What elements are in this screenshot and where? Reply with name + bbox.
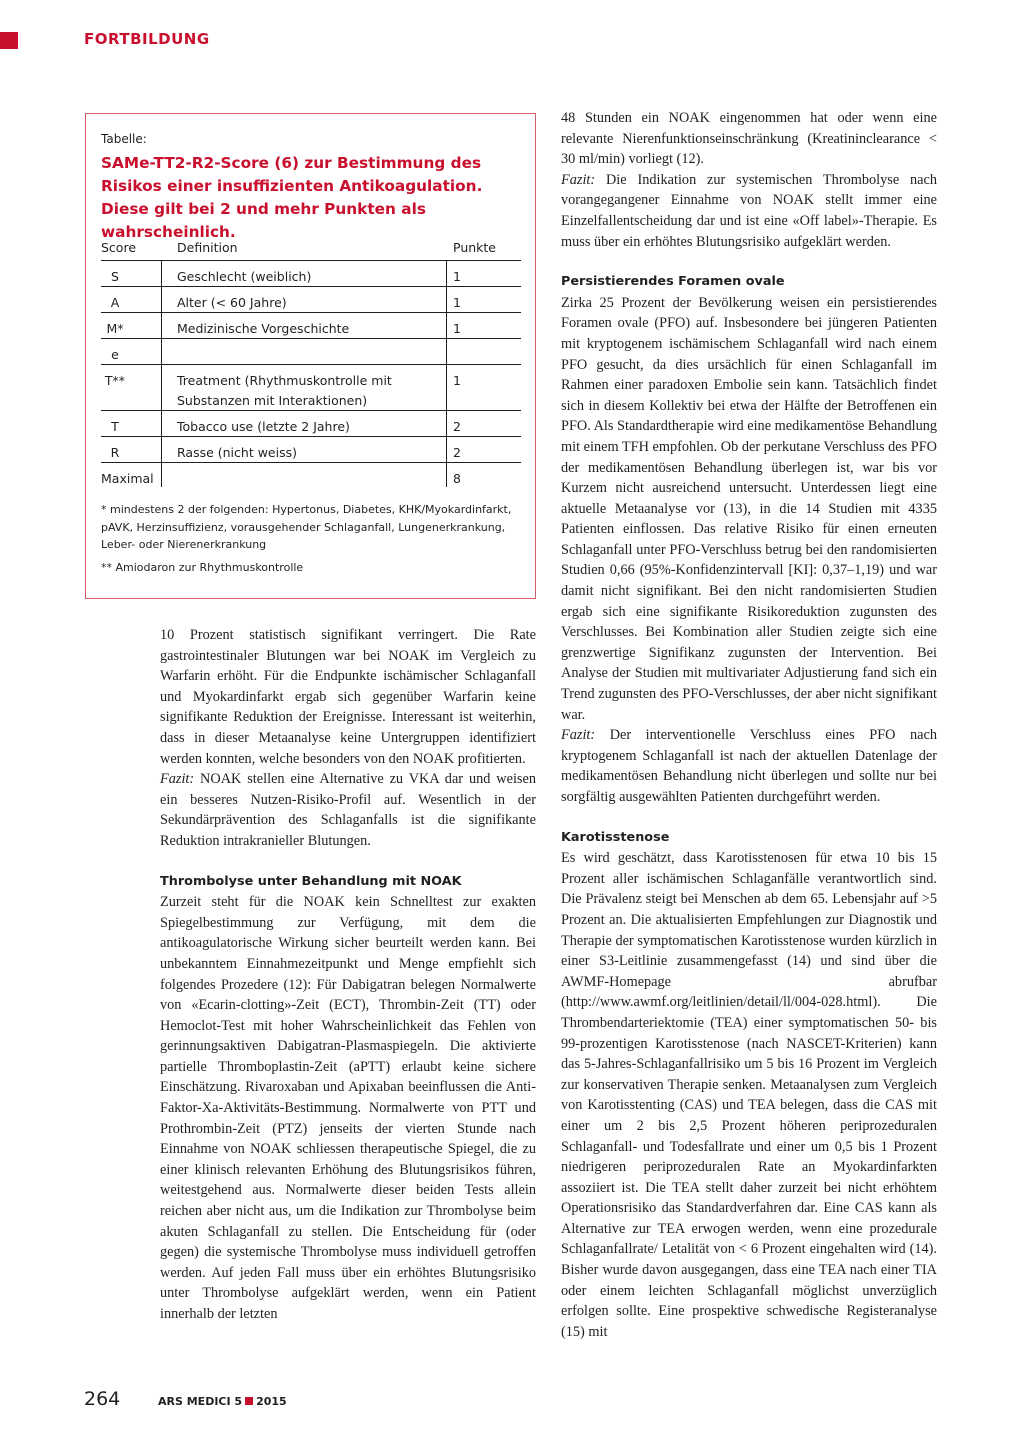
page-footer xyxy=(84,1388,287,1410)
text-column-left xyxy=(160,625,536,1325)
table-footnotes xyxy=(101,501,531,581)
table-row-total xyxy=(101,463,521,488)
score-cell: M* xyxy=(106,321,124,336)
score-cell: A xyxy=(110,295,120,310)
table-row xyxy=(101,437,521,463)
points-cell: 2 xyxy=(453,445,461,460)
table-row xyxy=(101,313,521,339)
paragraph xyxy=(561,170,937,252)
score-cell: R xyxy=(110,445,120,460)
col-header-score: Score xyxy=(101,240,137,255)
paragraph: 10 Prozent statistisch signifikant verringert. Die Rate gastrointestinaler Blutungen war bei NOAK im Vergleich zu Warfarin erhöht. Für die Endpunkte ischämischer Schlaganfall und Myokardinfarkt ergab sich gegenüber Warfarin keine signifikante Reduktion der Ereignisse. Interessant ist weiterhin, dass in dieser Metaanalyse keine Untergruppen identifiziert werden konnten, welche besonders von den NOAK profitierten. xyxy=(160,627,536,767)
table-row xyxy=(101,339,521,365)
fazit-label: Fazit: xyxy=(561,171,596,188)
table-header-row xyxy=(101,236,521,261)
paragraph: Es wird geschätzt, dass Karotisstenosen für etwa 10 bis 15 Prozent aller ischämischen Schlaganfälle verantwortlich sind. Die Prävalenz steigt bei Menschen ab dem 65. Lebensjahr auf >5 Prozent an. Die aktualisierten Empfehlungen zur Diagnostik und Therapie der symptomatischen Karotisstenose wurden kürzlich in einer S3-Leitlinie zusammengefasst (14) und sind über die AWMF-Homepage abrufbar (http://www.awmf.org/leitlinien/detail/ll/004-028.html). Die Thrombendarteriektomie (TEA) einer symptomatischen 50- bis 99-prozentigen Karotisstenose (nach NASCET-Kriterien) kann das 5-Jahres-Schlaganfallrisiko um 5 bis 16 Prozent im Vergleich zur konservativen Therapie senken. Metaanalysen zum Vergleich von Karotisstenting (CAS) und TEA belegen, dass die CAS mit einer um 2 bis 2,5 Prozent höheren periprozeduralen Schlaganfall- und Todesfallrate und einer um 0,5 bis 1 Prozent niedrigeren periprozeduralen Rate an Myokardinfarkten assoziiert ist. Die TEA stellt daher zurzeit bei nicht erhöhtem Operationsrisiko das Standardverfahren dar. Eine CAS kann als Alternative zur TEA erwogen werden, wenn eine prozedurale Schlaganfallrate/ Letalität von < 6 Prozent eingehalten wird (14). Bisher wurde davon ausgegangen, dass eine TEA nach einer TIA oder einem leichten Schlaganfall möglichst unverzüglich erfolgen sollte. Eine prospektive schwedische Registeranalyse (15) mit xyxy=(561,850,937,1340)
score-cell: Maximal xyxy=(101,471,154,486)
paragraph: 48 Stunden ein NOAK eingenommen hat oder wenn eine relevante Nierenfunktionseinschränkung (Kreatininclearance < 30 ml/min) vorliegt (12). xyxy=(561,110,937,168)
journal-year: 2015 xyxy=(256,1395,287,1408)
score-cell: e xyxy=(111,347,119,362)
definition-cell: Treatment (Rhythmuskontrolle mit Substanzen mit Interaktionen) xyxy=(177,373,392,408)
definition-cell: Geschlecht (weiblich) xyxy=(177,269,312,284)
definition-cell: Alter (< 60 Jahre) xyxy=(177,295,287,310)
section-title: FORTBILDUNG xyxy=(84,30,210,48)
journal-info xyxy=(158,1395,287,1408)
journal-name: ARS MEDICI 5 xyxy=(158,1395,243,1408)
definition-cell: Medizinische Vorgeschichte xyxy=(177,321,350,336)
table-row xyxy=(101,287,521,313)
table-box xyxy=(85,113,536,599)
text-column-right xyxy=(561,108,937,1342)
score-cell: T xyxy=(111,419,119,434)
score-cell: S xyxy=(111,269,119,284)
section-heading: Persistierendes Foramen ovale xyxy=(561,274,785,290)
points-cell: 1 xyxy=(453,295,461,310)
points-cell: 2 xyxy=(453,419,461,434)
table-row xyxy=(101,365,521,411)
points-cell: 8 xyxy=(453,471,461,486)
col-header-points: Punkte xyxy=(453,240,496,255)
section-heading: Karotisstenose xyxy=(561,829,670,845)
points-cell: 1 xyxy=(453,269,461,284)
score-table xyxy=(101,236,521,488)
points-cell: 1 xyxy=(453,373,461,388)
fazit-text: NOAK stellen eine Alternative zu VKA dar und weisen ein besseres Nutzen-Risiko-Profil auf. Wesentlich in der Sekundärprävention des Schlaganfalls ist die signifikante Reduktion intrakranieller Blutungen. xyxy=(160,771,536,849)
col-header-definition: Definition xyxy=(177,240,238,255)
fazit-label: Fazit: xyxy=(561,727,596,744)
section-heading: Thrombolyse unter Behandlung mit NOAK xyxy=(160,873,462,889)
footnote: * mindestens 2 der folgenden: Hypertonus, Diabetes, KHK/Myokardinfarkt, pAVK, Herzinsuffizienz, vorausgehender Schlaganfall, Lungenerkrankung, Leber- oder Nierenerkrankung xyxy=(101,503,512,551)
fazit-label: Fazit: xyxy=(160,771,195,788)
table-title: SAMe-TT2-R2-Score (6) zur Bestimmung des Risikos einer insuffizienten Antikoagulation. Diese gilt bei 2 und mehr Punkten als wahrscheinlich. xyxy=(101,154,483,241)
table-row xyxy=(101,411,521,437)
fazit-text: Die Indikation zur systemischen Thrombolyse nach vorangegangener Einnahme von NOAK stellt immer eine Einzelfallentscheidung dar und ist eine «Off label»-Therapie. Es muss über ein erhöhtes Blutungsrisiko aufgeklärt werden. xyxy=(561,171,937,250)
table-label: Tabelle: xyxy=(101,132,147,146)
definition-cell: Tobacco use (letzte 2 Jahre) xyxy=(177,419,350,434)
paragraph: Zurzeit steht für die NOAK kein Schnelltest zur exakten Spiegelbestimmung zur Verfügung, mit dem die antikoagulatorische Wirkung sicher beurteilt werden kann. Bei unbekanntem Einnahmezeitpunkt und Menge empfiehlt sich folgendes Prozedere (12): Für Dabigatran belegen Normalwerte von «Ecarin-clotting»-Zeit (ECT), Thrombin-Zeit (TT) oder Hemoclot-Test mit hoher Wahrscheinlichkeit das Fehlen von gerinnungsaktiven Dabigatran-Plasmaspiegeln. Die aktivierte partielle Thromboplastin-Zeit (aPTT) erlaubt keine sichere Einschätzung. Rivaroxaban und Apixaban beeinflussen die Anti-Faktor-Xa-Aktivitäts-Bestimmung. Normalwerte von PTT und Prothrombin-Zeit (PTZ) jenseits der vierten Stunde nach Einnahme von NOAK schliessen therapeutische Spiegel, die zu einer klinisch relevanten Erhöhung des Blutungsrisikos führen, weitestgehend aus. Normalwerte dieser beiden Tests allein reichen aber nicht aus, um die Indikation zur Thrombolyse beim akuten Schlaganfall zu stellen. Die Entscheidung für (oder gegen) die systemische Thrombolyse muss individuell getroffen werden. Auf jeden Fall muss über ein erhöhtes Blutungsrisiko unter Thrombolyse aufgeklärt werden, wenn ein Patient innerhalb der letzten xyxy=(160,894,536,1322)
paragraph: Zirka 25 Prozent der Bevölkerung weisen ein persistierendes Foramen ovale (PFO) auf. Insbesondere bei jüngeren Patienten mit kryptogenem ischämischem Schlaganfall wird nach einem PFO gesucht, da dies ursächlich für einen Schlaganfall im Rahmen einer paradoxen Embolie sein kann. Tatsächlich findet sich in diesem Kollektiv bei etwa der Hälfte der Betroffenen ein PFO. Als Standardtherapie wird eine medikamentöse Behandlung mit einem TFH empfohlen. Ob der perkutane Verschluss des PFO der medikamentösen Behandlung überlegen ist, war bis vor Kurzem nicht ausreichend untersucht. Unterdessen liegt eine aktuelle Metaanalyse vor (13), in die 14 Studien mit 4335 Patienten einflossen. Das relative Risiko für einen erneuten Schlaganfall unter PFO-Verschluss betrug bei den randomisierten Studien 0,66 (95%-Konfidenzintervall [KI]: 0,37–1,19) und war damit nicht signifikant. Bei den nicht randomisierten Studien ergab sich eine signifikante Risikoreduktion zugunsten des Verschlusses. Bei Kombination aller Studien zeigte sich eine grenzwertige Signifikanz zugunsten der Intervention. Bei Analyse der Studien mit multivariater Adjustierung fand sich ein Trend zugunsten des PFO-Verschlusses, der aber nicht signifikant war. xyxy=(561,294,938,723)
table-row xyxy=(101,261,521,287)
separator-square xyxy=(245,1397,253,1405)
points-cell: 1 xyxy=(453,321,461,336)
definition-cell: Rasse (nicht weiss) xyxy=(177,445,297,460)
header-marker xyxy=(0,32,18,49)
score-cell: T** xyxy=(104,373,126,388)
paragraph xyxy=(561,725,937,807)
page-number: 264 xyxy=(84,1388,121,1410)
paragraph xyxy=(160,769,536,851)
fazit-text: Der interventionelle Verschluss eines PFO nach kryptogenem Schlaganfall ist nach der aktuellen Datenlage der medikamentösen Behandlung nicht überlegen und sollte nur bei sorgfältig ausgewählten Patienten durchgeführt werden. xyxy=(561,727,937,805)
footnote: ** Amiodaron zur Rhythmuskontrolle xyxy=(101,560,304,574)
